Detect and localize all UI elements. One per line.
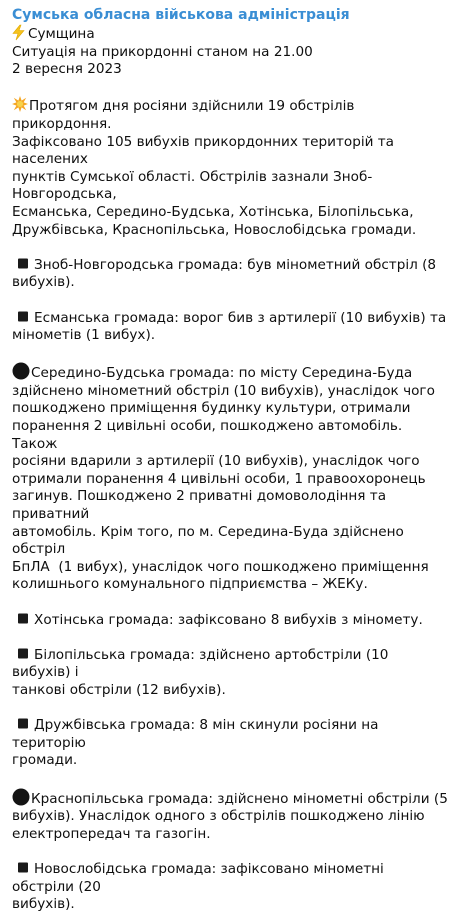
high-voltage-icon xyxy=(12,25,25,40)
report-line: Білопільська громада: здійснено артобстріли (10 вибухів) і xyxy=(12,646,393,681)
black-square-icon xyxy=(16,647,30,660)
report-line: танкові обстріли (12 вибухів). xyxy=(12,681,226,698)
date-line: 2 вересня 2023 xyxy=(12,61,122,78)
report-line: Середино-Будська громада: по місту Середина-Буда xyxy=(31,365,413,382)
report-line: колишнього комунального підприємства – ЖЕКу. xyxy=(12,576,368,593)
report-bilopilska xyxy=(12,647,450,700)
report-line: БпЛА (1 вибух), унаслідок чого пошкоджено приміщення xyxy=(12,558,429,575)
summary-line-2: Зафіксовано 105 вибухів прикордонних територій та населених xyxy=(12,133,399,168)
report-novoslobidska xyxy=(12,861,450,914)
report-line: Хотінська громада: зафіксовано 8 вибухів з міномету. xyxy=(34,611,423,628)
black-square-icon xyxy=(16,861,30,874)
situation-line: Ситуація на прикордонні станом на 21.00 xyxy=(12,43,313,60)
black-circle-icon xyxy=(12,362,30,380)
report-line: загинув. Пошкоджено 2 приватні домоволодіння та приватний xyxy=(12,488,391,523)
summary-line-4: Есманська, Середино-Будська, Хотінська, Білопільська, xyxy=(12,203,414,220)
collision-icon xyxy=(12,96,28,112)
region-line xyxy=(12,25,450,44)
channel-name[interactable]: Сумська обласна військова адміністрація xyxy=(12,7,350,23)
black-square-icon xyxy=(16,257,30,270)
summary-paragraph xyxy=(12,96,450,239)
summary-line-5: Дружбівська, Краснопільська, Новослобідська громади. xyxy=(12,221,417,238)
report-druzhbivska xyxy=(12,717,450,770)
report-line: Есманська громада: ворог бив з артилерії (10 вибухів) та xyxy=(34,309,447,326)
report-line: вибухів). Унаслідок одного з обстрілів пошкоджено лінію xyxy=(12,808,425,825)
report-line: Новослобідська громада: зафіксовано мінометні обстріли (20 xyxy=(12,860,389,895)
report-line: росіяни вдарили з артилерії (10 вибухів), унаслідок чого xyxy=(12,453,420,470)
report-line: поранення 2 цивільні особи, пошкоджено автомобіль. Також xyxy=(12,418,407,452)
black-square-icon xyxy=(16,310,30,323)
report-esmanska xyxy=(12,310,450,345)
report-line: Зноб-Новгородська громада: був мінометний обстріл (8 xyxy=(34,256,437,273)
report-line: Краснопільська громада: здійснено мінометні обстріли (5 xyxy=(31,790,448,807)
report-line: мінометів (1 вибух). xyxy=(12,327,156,344)
report-line: здійснено мінометний обстріл (10 вибухів), унаслідок чого xyxy=(12,382,435,399)
report-line: громади. xyxy=(12,752,78,769)
report-znob-novhorodska xyxy=(12,257,450,292)
summary-line-1 xyxy=(12,96,450,133)
report-line: пошкоджено приміщення будинку культури, отримали xyxy=(12,400,411,417)
black-square-icon xyxy=(16,612,30,625)
report-krasnopilska xyxy=(12,788,450,844)
report-line: вибухів). xyxy=(12,274,75,291)
report-seredyno-budska xyxy=(12,362,450,594)
black-circle-icon xyxy=(12,788,30,806)
black-square-icon xyxy=(16,717,30,730)
summary-line-3: пунктів Сумської області. Обстрілів зазнали Зноб-Новгородська, xyxy=(12,168,373,203)
region-label: Сумщина xyxy=(28,26,95,42)
summary-text-1: Протягом дня росіяни здійснили 19 обстрілів прикордоння. xyxy=(12,98,359,132)
report-line: отримали поранення 4 цивільні особи, 1 правоохоронець xyxy=(12,470,426,487)
report-line: Дружбівська громада: 8 мін скинули росіяни на територію xyxy=(12,717,383,751)
report-khotinska xyxy=(12,612,450,630)
report-line: автомобіль. Крім того, по м. Середина-Буда здійснено обстріл xyxy=(12,523,409,558)
report-line: електропередач та газогін. xyxy=(12,825,211,842)
report-line: вибухів). xyxy=(12,896,75,913)
